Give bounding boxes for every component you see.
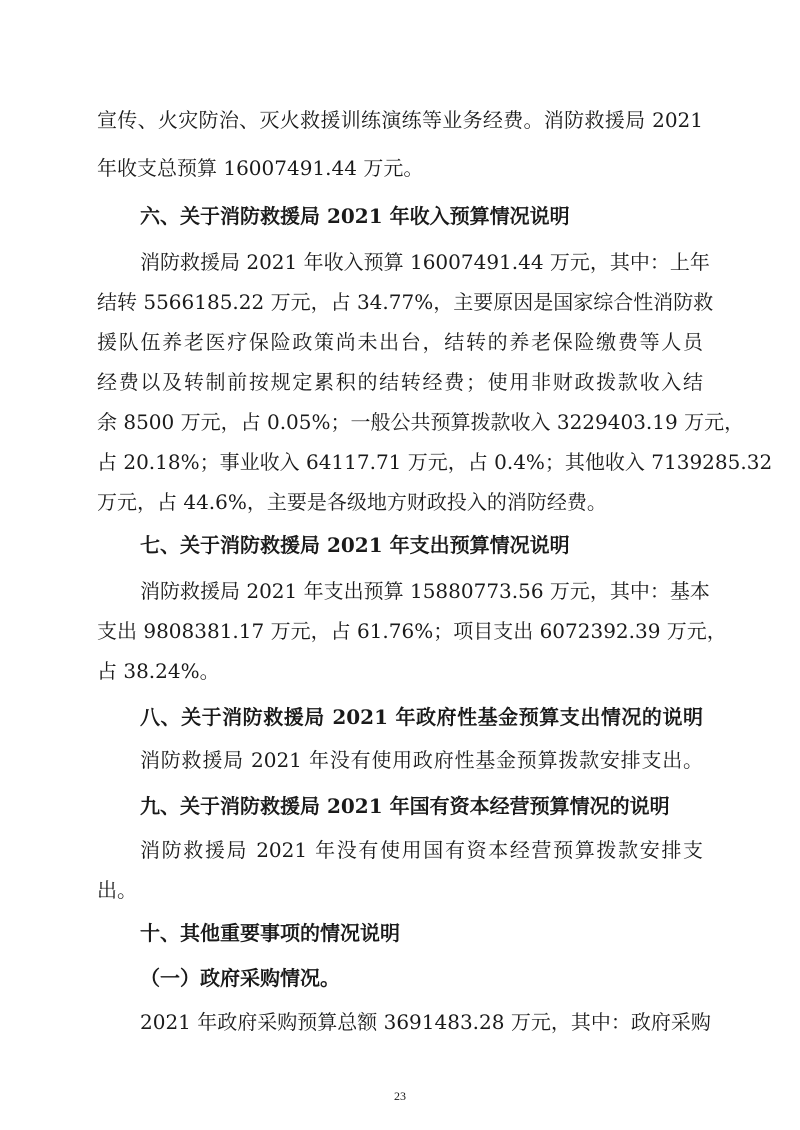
body-text-line: 2021 年政府采购预算总额 3691483.28 万元，其中：政府采购 [140, 1010, 711, 1034]
body-text-line: 占 38.24%。 [97, 659, 220, 683]
body-text-line: 经费以及转制前按规定累积的结转经费；使用非财政拨款收入结 [97, 370, 703, 394]
body-text-line: 年收支总预算 16007491.44 万元。 [97, 156, 424, 180]
body-text-line: 余 8500 万元，占 0.05%；一般公共预算拨款收入 3229403.19 万元， [97, 410, 745, 434]
body-text-line: 消防救援局 2021 年支出预算 15880773.56 万元，其中：基本 [140, 579, 710, 603]
body-text-line: 消防救援局 2021 年没有使用国有资本经营预算拨款安排支 [140, 838, 703, 862]
body-text-line: 消防救援局 2021 年收入预算 16007491.44 万元，其中：上年 [140, 250, 710, 274]
body-text-line: 万元，占 44.6%，主要是各级地方财政投入的消防经费。 [97, 490, 607, 514]
section-heading-8: 八、关于消防救援局 2021 年政府性基金预算支出情况的说明 [140, 705, 703, 729]
section-heading-10: 十、其他重要事项的情况说明 [140, 921, 400, 945]
body-text-line: 支出 9808381.17 万元，占 61.76%；项目支出 6072392.39 万元， [97, 619, 727, 643]
section-heading-9: 九、关于消防救援局 2021 年国有资本经营预算情况的说明 [140, 794, 670, 818]
body-text-line: 援队伍养老医疗保险政策尚未出台，结转的养老保险缴费等人员 [97, 330, 703, 354]
section-heading-7: 七、关于消防救援局 2021 年支出预算情况说明 [140, 533, 570, 557]
body-text-line: 出。 [97, 878, 137, 902]
body-text-line: 结转 5566185.22 万元，占 34.77%，主要原因是国家综合性消防救 [97, 290, 714, 314]
subsection-heading-1: （一）政府采购情况。 [140, 966, 340, 990]
body-text-line: 消防救援局 2021 年没有使用政府性基金预算拨款安排支出。 [140, 748, 703, 772]
body-text-line: 宣传、火灾防治、灭火救援训练演练等业务经费。消防救援局 2021 [97, 108, 703, 132]
section-heading-6: 六、关于消防救援局 2021 年收入预算情况说明 [140, 204, 570, 228]
body-text-line: 占 20.18%；事业收入 64117.71 万元，占 0.4%；其他收入 7139285.32 [97, 450, 773, 474]
page-number: 23 [394, 1089, 406, 1103]
